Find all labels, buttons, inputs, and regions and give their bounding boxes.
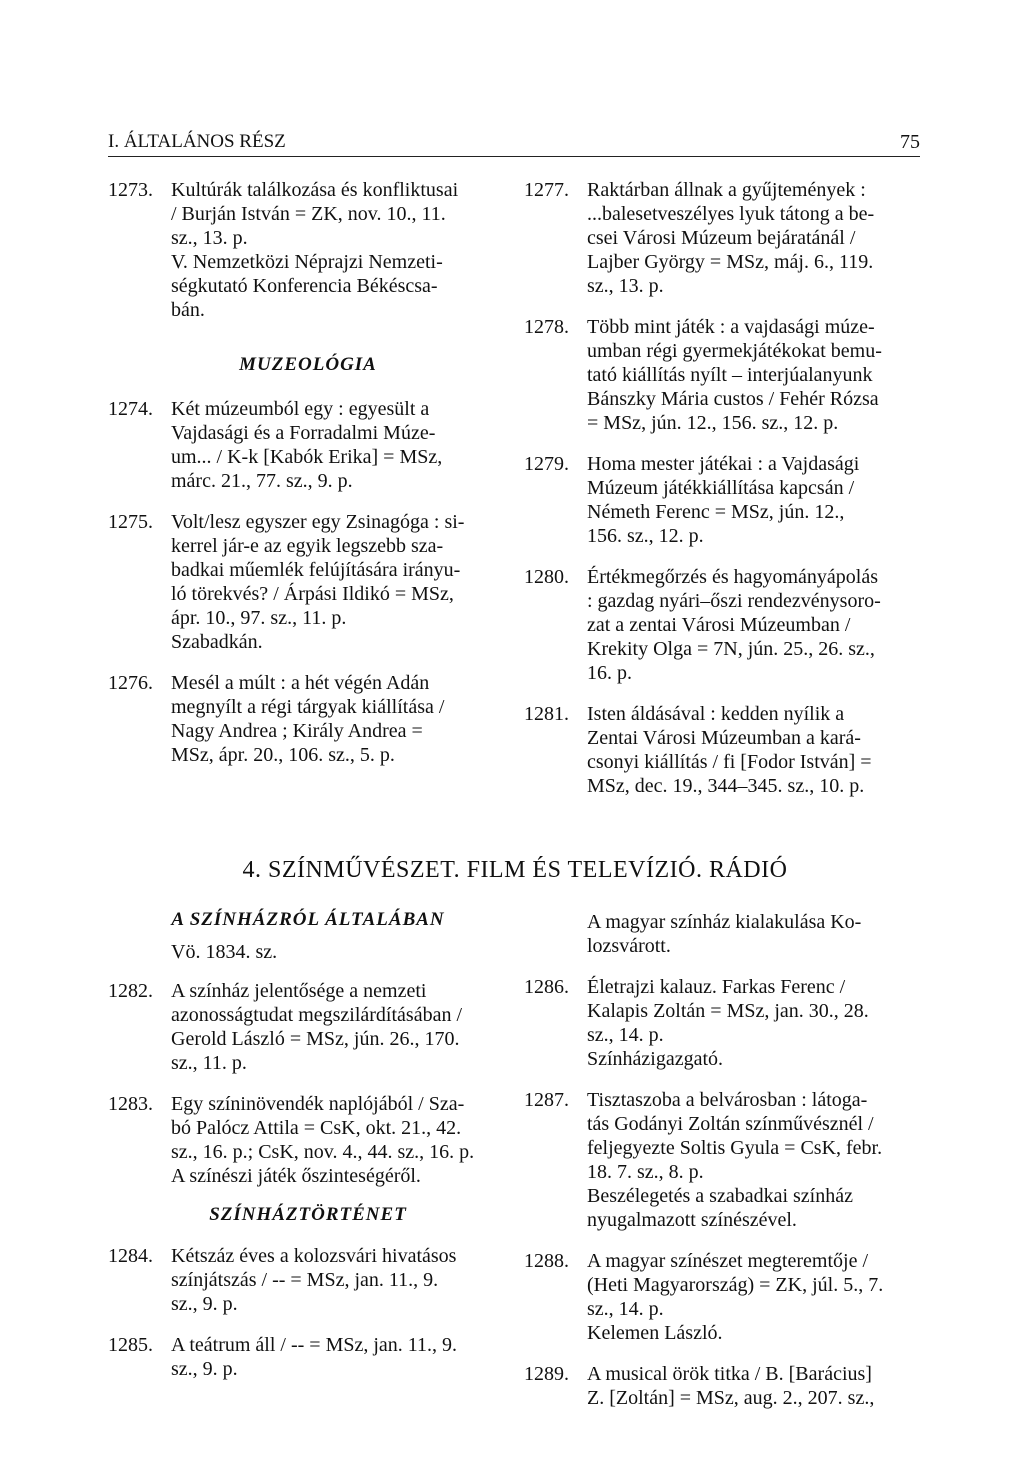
- entry-text-line: MSz, ápr. 20., 106. sz., 5. p.: [171, 744, 395, 766]
- entry-text-line: Több mint játék : a vajdasági múze-: [587, 316, 875, 338]
- entry-text-line: = MSz, jún. 12., 156. sz., 12. p.: [587, 412, 839, 434]
- entry-text-line: feljegyezte Soltis Gyula = CsK, febr.: [587, 1137, 883, 1159]
- entry-text-line: A színészi játék őszinteségéről.: [171, 1165, 421, 1187]
- entry-number: 1288.: [524, 1250, 569, 1272]
- bibliography-entry: [524, 565, 934, 685]
- bibliography-entry: [524, 1249, 934, 1345]
- entry-text-line: kerrel jár-e az egyik legszebb sza-: [171, 535, 444, 557]
- entry-text-line: Gerold László = MSz, jún. 26., 170.: [171, 1028, 460, 1050]
- bibliography-entry: [108, 1333, 508, 1381]
- section-title: MUZEOLÓGIA: [239, 354, 377, 375]
- entry-text-line: lozsvárott.: [587, 935, 671, 957]
- entry-text-line: Zentai Városi Múzeumban a kará-: [587, 727, 861, 749]
- entry-text-line: Lajber György = MSz, máj. 6., 119.: [587, 251, 874, 273]
- bibliography-entry: [524, 452, 934, 548]
- entry-text-line: Németh Ferenc = MSz, jún. 12.,: [587, 501, 845, 523]
- entry-text-line: A magyar színészet megteremtője /: [587, 1250, 869, 1272]
- left-column-top: [108, 178, 508, 767]
- bibliography-entry: [524, 1088, 934, 1232]
- entry-text-line: azonosságtudat megszilárdításában /: [171, 1004, 463, 1026]
- entry-number: 1287.: [524, 1089, 569, 1111]
- entry-text-line: tató kiállítás nyílt – interjúalanyunk: [587, 364, 873, 386]
- entry-text-line: : gazdag nyári–őszi rendezvénysoro-: [587, 590, 881, 612]
- entry-number: 1280.: [524, 566, 569, 588]
- entry-text-line: / Burján István = ZK, nov. 10., 11.: [171, 203, 446, 225]
- bibliography-entry: [108, 1244, 508, 1316]
- entry-text-line: A teátrum áll / -- = MSz, jan. 11., 9.: [171, 1334, 458, 1356]
- page-number: 75: [900, 131, 920, 153]
- entry-text-line: színjátszás / -- = MSz, jan. 11., 9.: [171, 1269, 439, 1291]
- entry-text-line: 18. 7. sz., 8. p.: [587, 1161, 704, 1183]
- entry-text-line: ápr. 10., 97. sz., 11. p.: [171, 607, 347, 629]
- entry-text-line: um... / K-k [Kabók Erika] = MSz,: [171, 446, 443, 468]
- entry-text-line: Életrajzi kalauz. Farkas Ferenc /: [587, 976, 846, 998]
- chapter-title: 4. SZÍNMŰVÉSZET. FILM ÉS TELEVÍZIÓ. RÁDIÓ: [242, 857, 788, 883]
- entry-text-line: Raktárban állnak a gyűjtemények :: [587, 179, 866, 201]
- entry-text-line: Nagy Andrea ; Király Andrea =: [171, 720, 423, 742]
- entry-text-line: ló törekvés? / Árpási Ildikó = MSz,: [171, 583, 454, 605]
- entry-text-line: sz., 14. p.: [587, 1298, 664, 1320]
- entry-text-line: Két múzeumból egy : egyesült a: [171, 398, 430, 420]
- entry-text-line: sz., 9. p.: [171, 1358, 238, 1380]
- entry-text-line: Szabadkán.: [171, 631, 263, 653]
- entry-text-line: nyugalmazott színészével.: [587, 1209, 797, 1231]
- entry-number: 1273.: [108, 179, 153, 201]
- entry-text-line: 156. sz., 12. p.: [587, 525, 704, 547]
- entry-text-line: Tisztaszoba a belvárosban : látoga-: [587, 1089, 868, 1111]
- entry-text-line: MSz, dec. 19., 344–345. sz., 10. p.: [587, 775, 865, 797]
- running-header: [108, 128, 920, 157]
- entry-text-line: A magyar színház kialakulása Ko-: [587, 911, 862, 933]
- entry-number: 1284.: [108, 1245, 153, 1267]
- section-heading: I. ÁLTALÁNOS RÉSZ: [108, 131, 286, 152]
- entry-text-line: A színház jelentősége a nemzeti: [171, 980, 427, 1002]
- entry-number: 1276.: [108, 672, 153, 694]
- section-title: A SZÍNHÁZRÓL ÁLTALÁBAN: [171, 909, 445, 930]
- entry-text-line: zat a zentai Városi Múzeumban /: [587, 614, 851, 636]
- entry-text-line: csonyi kiállítás / fi [Fodor István] =: [587, 751, 872, 773]
- right-column-top: [524, 178, 934, 798]
- entry-number: 1277.: [524, 179, 569, 201]
- entry-number: 1279.: [524, 453, 569, 475]
- entry-text-line: márc. 21., 77. sz., 9. p.: [171, 470, 353, 492]
- entry-text-line: 16. p.: [587, 662, 632, 684]
- entry-text-line: A musical örök titka / B. [Barácius]: [587, 1363, 872, 1385]
- entry-text-line: sz., 14. p.: [587, 1024, 664, 1046]
- entry-text-line: Színházigazgató.: [587, 1048, 724, 1070]
- bibliography-entry: [108, 510, 508, 654]
- entry-text-line: Volt/lesz egyszer egy Zsinagóga : si-: [171, 511, 465, 533]
- entry-number: 1283.: [108, 1093, 153, 1115]
- entry-text-line: V. Nemzetközi Néprajzi Nemzeti-: [171, 251, 443, 273]
- entry-text-line: Kelemen László.: [587, 1322, 723, 1344]
- entry-text-line: bán.: [171, 299, 205, 321]
- bibliography-entry: [108, 178, 508, 322]
- bibliography-entry: [524, 910, 934, 958]
- cross-reference: Vö. 1834. sz.: [171, 941, 278, 963]
- entry-text-line: csei Városi Múzeum bejáratánál /: [587, 227, 856, 249]
- bibliography-entry: [108, 671, 508, 767]
- bibliography-entry: [524, 702, 934, 798]
- entry-text-line: Mesél a múlt : a hét végén Adán: [171, 672, 430, 694]
- entry-text-line: Egy színinövendék naplójából / Sza-: [171, 1093, 465, 1115]
- entry-text-line: sz., 11. p.: [171, 1052, 247, 1074]
- bibliography-entry: [108, 1092, 508, 1188]
- entry-text-line: tás Godányi Zoltán színművésznél /: [587, 1113, 874, 1135]
- entry-text-line: Homa mester játékai : a Vajdasági: [587, 453, 860, 475]
- entry-number: 1282.: [108, 980, 153, 1002]
- bibliography-entry: [524, 975, 934, 1071]
- entry-text-line: umban régi gyermekjátékokat bemu-: [587, 340, 882, 362]
- right-column-bottom: [524, 910, 934, 1410]
- bibliography-entry: [524, 178, 934, 298]
- entry-text-line: Beszélegetés a szabadkai színház: [587, 1185, 853, 1207]
- bibliography-entry: [108, 979, 508, 1075]
- entry-number: 1274.: [108, 398, 153, 420]
- bibliography-entry: [524, 315, 934, 435]
- entry-text-line: bó Palócz Attila = CsK, okt. 21., 42.: [171, 1117, 462, 1139]
- entry-number: 1285.: [108, 1334, 153, 1356]
- entry-text-line: Múzeum játékkiállítása kapcsán /: [587, 477, 855, 499]
- entry-text-line: (Heti Magyarország) = ZK, júl. 5., 7.: [587, 1274, 884, 1296]
- entry-text-line: sz., 16. p.; CsK, nov. 4., 44. sz., 16. p.: [171, 1141, 475, 1163]
- entry-text-line: Értékmegőrzés és hagyományápolás: [587, 566, 879, 588]
- bibliography-entry: [524, 1362, 934, 1410]
- entry-number: 1278.: [524, 316, 569, 338]
- entry-text-line: Bánszky Mária custos / Fehér Rózsa: [587, 388, 879, 410]
- entry-text-line: Isten áldásával : kedden nyílik a: [587, 703, 845, 725]
- entry-text-line: sz., 13. p.: [587, 275, 664, 297]
- entry-text-line: Vajdasági és a Forradalmi Múze-: [171, 422, 436, 444]
- entry-text-line: Kétszáz éves a kolozsvári hivatásos: [171, 1245, 457, 1267]
- entry-text-line: megnyílt a régi tárgyak kiállítása /: [171, 696, 445, 718]
- entry-text-line: badkai műemlék felújítására irányu-: [171, 559, 461, 581]
- entry-text-line: ségkutató Konferencia Békéscsa-: [171, 275, 438, 297]
- entry-number: 1289.: [524, 1363, 569, 1385]
- entry-text-line: Z. [Zoltán] = MSz, aug. 2., 207. sz.,: [587, 1387, 875, 1409]
- entry-number: 1275.: [108, 511, 153, 533]
- entry-text-line: sz., 13. p.: [171, 227, 248, 249]
- entry-text-line: Kultúrák találkozása és konfliktusai: [171, 179, 459, 201]
- entry-number: 1286.: [524, 976, 569, 998]
- entry-text-line: Krekity Olga = 7N, jún. 25., 26. sz.,: [587, 638, 875, 660]
- section-title: SZÍNHÁZTÖRTÉNET: [209, 1204, 407, 1225]
- entry-number: 1281.: [524, 703, 569, 725]
- bibliography-entry: [108, 397, 508, 493]
- entry-text-line: Kalapis Zoltán = MSz, jan. 30., 28.: [587, 1000, 869, 1022]
- left-column-bottom: [108, 908, 508, 1381]
- entry-text-line: ...balesetveszélyes lyuk tátong a be-: [587, 203, 875, 225]
- entry-text-line: sz., 9. p.: [171, 1293, 238, 1315]
